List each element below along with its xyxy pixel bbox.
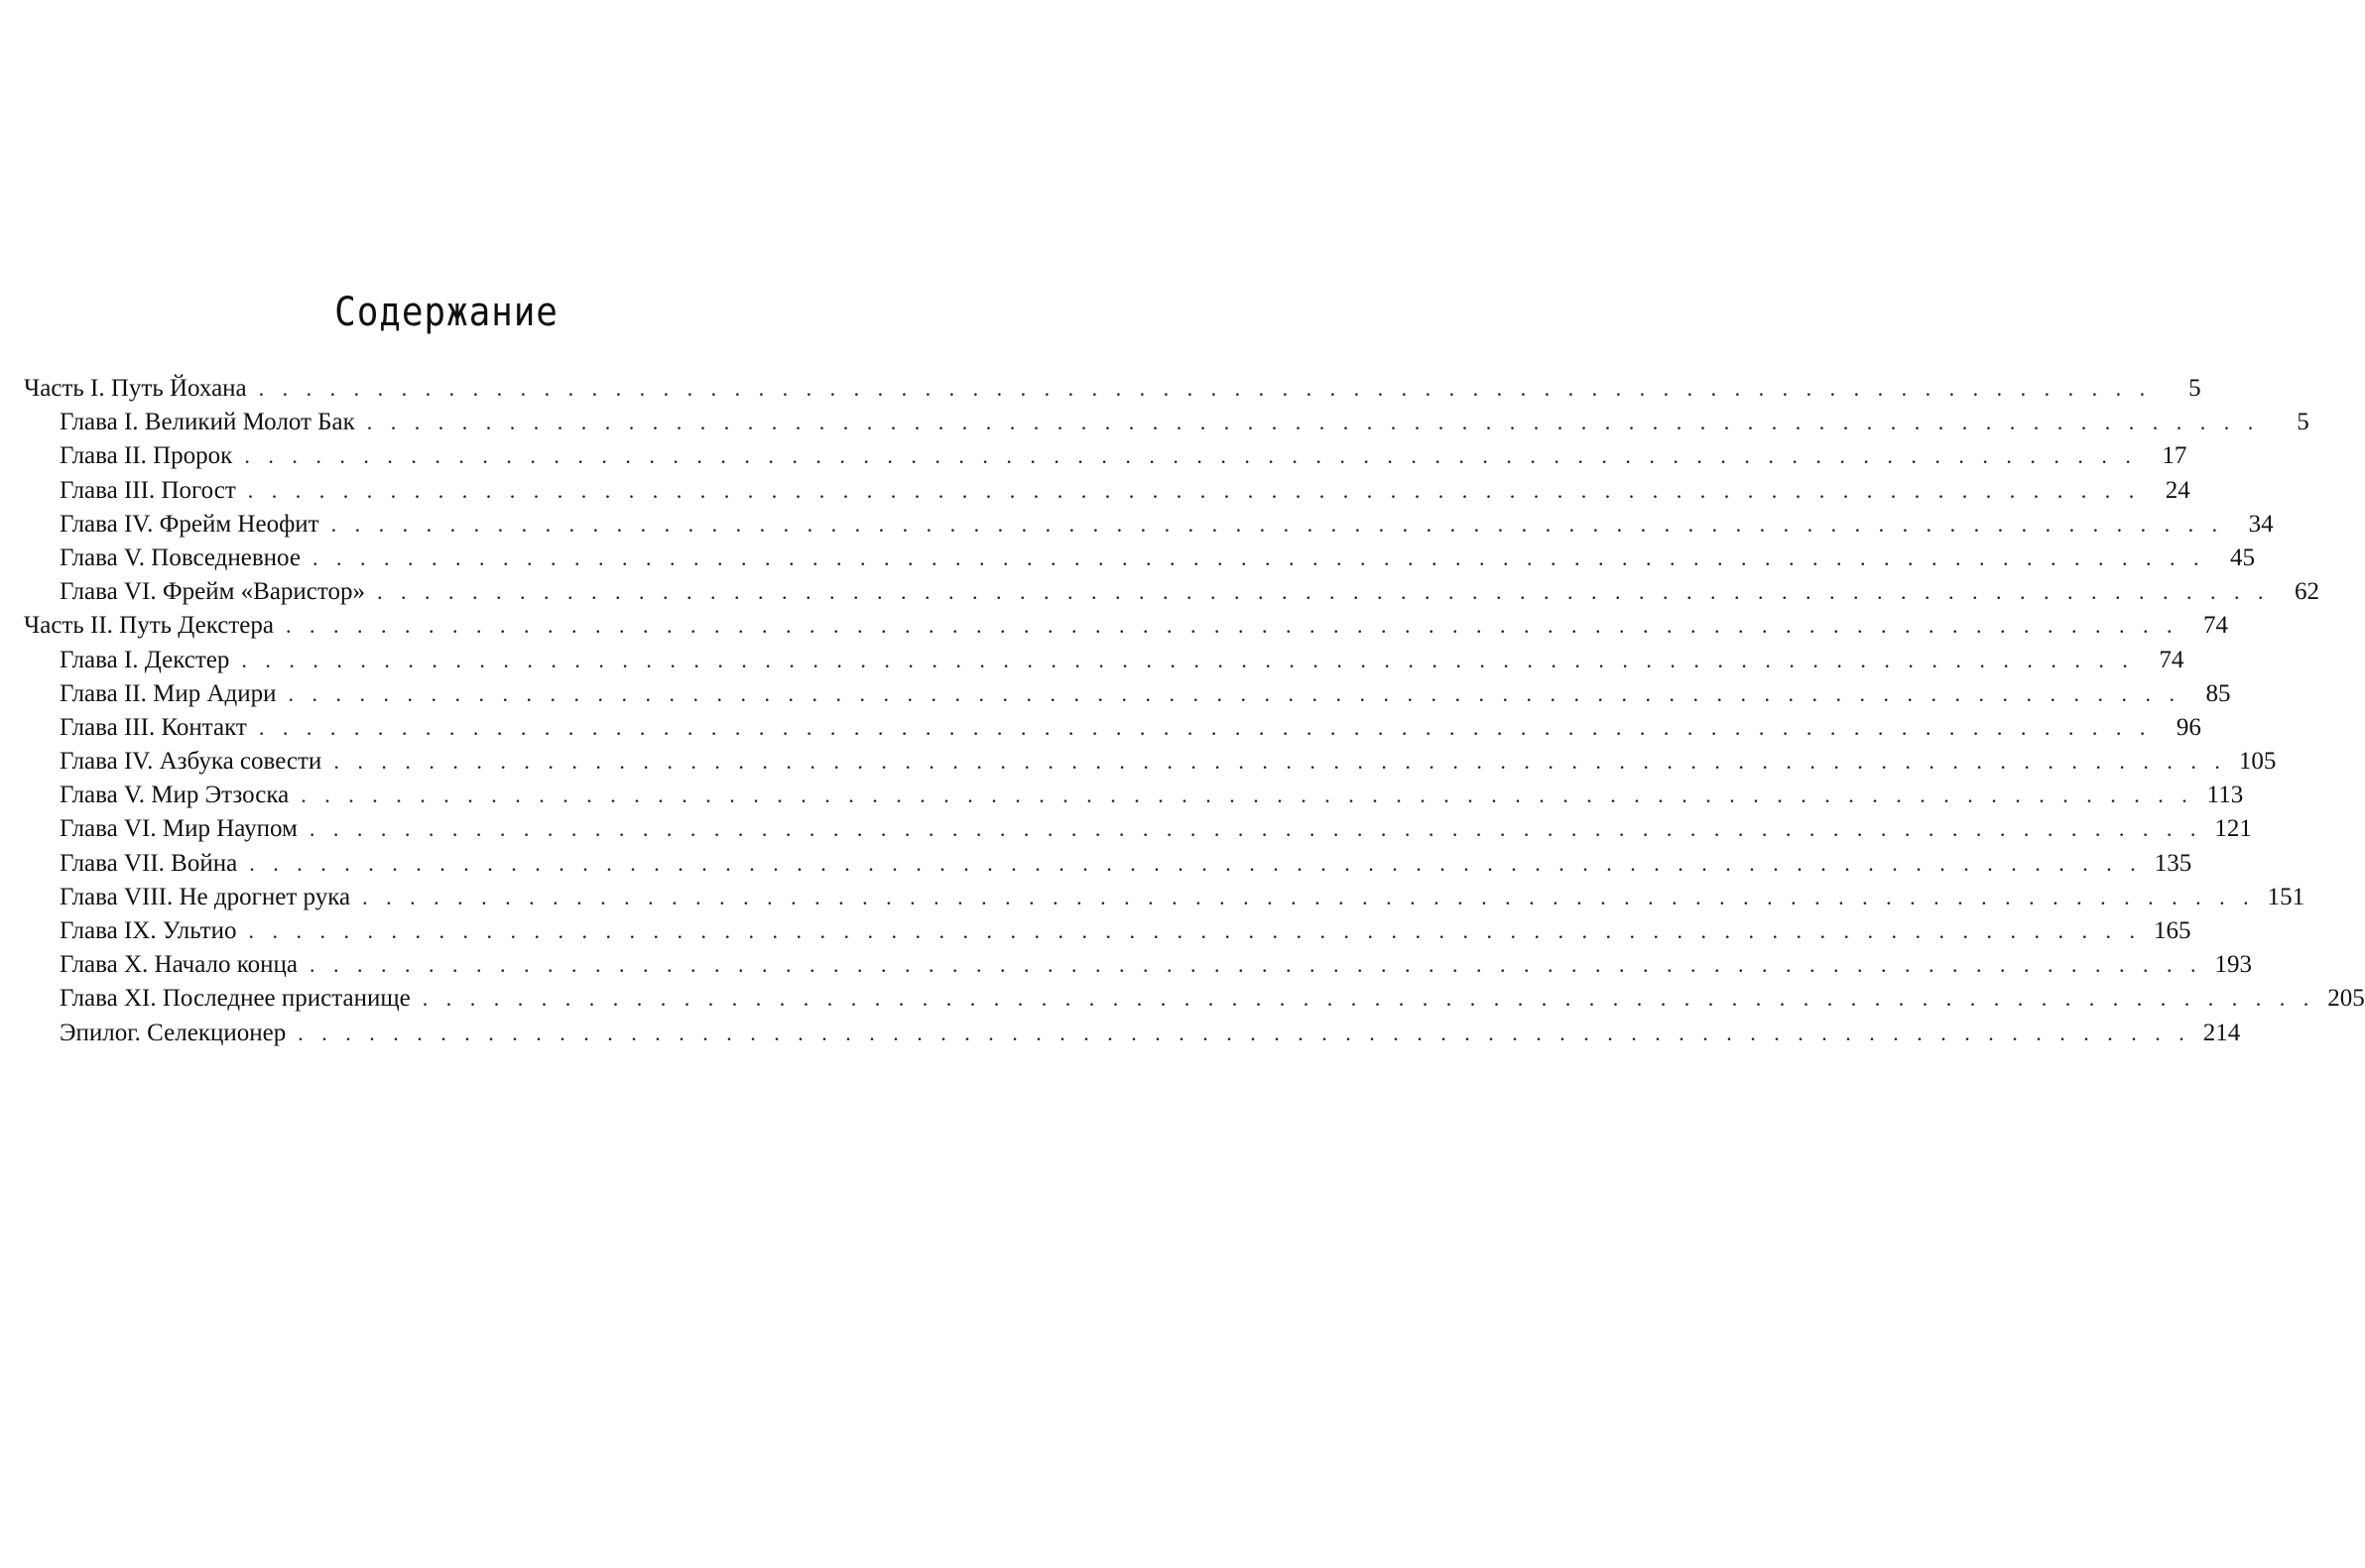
dot-leader: . . . . . . . . . . . . . . . . . . . . . . . . . . . . . . . . . . . . . . . . . . . . . . . . . . . . . . . . . . . . . . . . . . . . . . . . . . . . . . . . [244,443,2138,469]
toc-chapter-row [24,985,2365,1019]
dot-leader: . . . . . . . . . . . . . . . . . . . . . . . . . . . . . . . . . . . . . . . . . . . . . . . . . . . . . . . . . . . . . . . . . . . . . . . . . . . . . . . . [311,544,2205,570]
toc-page-number: 96 [2176,713,2201,741]
toc-entry-label: Часть I. Путь Йохана [24,375,247,402]
toc-page-number: 5 [2297,409,2309,436]
toc-part-row [24,612,2228,646]
toc-page-number: 151 [2267,883,2305,910]
toc-entry-label: Глава III. Контакт [60,713,247,741]
toc-entry-label: Глава VI. Фрейм «Варистор» [60,578,365,606]
dot-leader: . . . . . . . . . . . . . . . . . . . . . . . . . . . . . . . . . . . . . . . . . . . . . . . . . . . . . . . . . . . . . . . . . . . . . . . . . . . . . . . . [362,884,2256,909]
toc-page-number: 45 [2229,543,2255,571]
toc-chapter-row [24,849,2192,884]
toc-page-number: 74 [2203,612,2228,640]
toc-chapter-row [24,442,2187,476]
dot-leader: . . . . . . . . . . . . . . . . . . . . . . . . . . . . . . . . . . . . . . . . . . . . . . . . . . . . . . . . . . . . . . . . . . . . . . . . . . . . . . . . [241,647,2135,672]
toc-page-number: 165 [2153,917,2191,944]
toc-page-number: 74 [2159,646,2184,673]
dot-leader: . . . . . . . . . . . . . . . . . . . . . . . . . . . . . . . . . . . . . . . . . . . . . . . . . . . . . . . . . . . . . . . . . . . . . . . . . . . . . . . . [248,918,2142,943]
dot-leader: . . . . . . . . . . . . . . . . . . . . . . . . . . . . . . . . . . . . . . . . . . . . . . . . . . . . . . . . . . . . . . . . . . . . . . . . . . . . . . . . [288,680,2181,706]
toc-entry-label: Глава VI. Мир Наупом [60,815,298,843]
dot-leader: . . . . . . . . . . . . . . . . . . . . . . . . . . . . . . . . . . . . . . . . . . . . . . . . . . . . . . . . . . . . . . . . . . . . . . . . . . . . . . . . [286,613,2178,639]
dot-leader: . . . . . . . . . . . . . . . . . . . . . . . . . . . . . . . . . . . . . . . . . . . . . . . . . . . . . . . . . . . . . . . . . . . . . . . . . . . . . . . . [249,850,2143,876]
toc-entry-label: Глава XI. Последнее пристанище [60,985,411,1013]
toc-entry-label: Глава VII. Война [60,849,238,877]
table-of-contents [24,375,2365,1053]
dot-leader: . . . . . . . . . . . . . . . . . . . . . . . . . . . . . . . . . . . . . . . . . . . . . . . . . . . . . . . . . . . . . . . . . . . . . . . . . . . . . . . . [301,783,2194,808]
toc-page-number: 24 [2165,476,2190,504]
toc-page-number: 105 [2238,748,2277,776]
toc-chapter-row [24,713,2201,748]
toc-chapter-row [24,543,2255,578]
toc-chapter-row [24,476,2190,511]
toc-entry-label: Глава I. Декстер [60,646,230,673]
toc-entry-label: Глава I. Великий Молот Бак [60,409,355,436]
toc-chapter-row [24,815,2252,849]
toc-chapter-row [24,951,2253,985]
toc-entry-label: Глава III. Погост [60,476,236,504]
dot-leader: . . . . . . . . . . . . . . . . . . . . . . . . . . . . . . . . . . . . . . . . . . . . . . . . . . . . . . . . . . . . . . . . . . . . . . . . . . . . . . . . [333,749,2227,775]
page-title: Содержание [334,290,559,335]
toc-page-number: 121 [2214,815,2252,843]
toc-entry-label: Часть II. Путь Декстера [24,612,274,640]
toc-chapter-row [24,510,2274,544]
dot-leader: . . . . . . . . . . . . . . . . . . . . . . . . . . . . . . . . . . . . . . . . . . . . . . . . . . . . . . . . . . . . . . . . . . . . . . . . . . . . . . . . [310,952,2203,978]
dot-leader: . . . . . . . . . . . . . . . . . . . . . . . . . . . . . . . . . . . . . . . . . . . . . . . . . . . . . . . . . . . . . . . . . . . . . . . . . . . . . . . . [376,579,2270,605]
toc-page-number: 205 [2327,985,2365,1013]
toc-entry-label: Глава II. Пророк [60,442,233,470]
toc-entry-label: Глава V. Повседневное [60,543,301,571]
toc-entry-label: Глава VIII. Не дрогнет рука [60,883,351,910]
toc-entry-label: Глава IV. Азбука совести [60,748,322,776]
toc-chapter-row [24,1019,2241,1053]
dot-leader: . . . . . . . . . . . . . . . . . . . . . . . . . . . . . . . . . . . . . . . . . . . . . . . . . . . . . . . . . . . . . . . . . . . . . . . . . . . . . . . . [422,986,2315,1012]
dot-leader: . . . . . . . . . . . . . . . . . . . . . . . . . . . . . . . . . . . . . . . . . . . . . . . . . . . . . . . . . . . . . . . . . . . . . . . . . . . . . . . . [258,376,2152,401]
toc-entry-label: Глава V. Мир Этзоска [60,782,290,809]
toc-page-number: 214 [2202,1019,2241,1046]
toc-chapter-row [24,679,2231,714]
toc-chapter-row [24,748,2277,782]
toc-chapter-row [24,782,2244,815]
toc-entry-label: Эпилог. Селекционер [60,1019,287,1046]
toc-entry-label: Глава IX. Ультио [60,917,237,944]
toc-page-number: 113 [2206,782,2244,809]
toc-chapter-row [24,917,2191,951]
toc-page-number: 135 [2154,849,2192,877]
toc-chapter-row [24,883,2305,917]
dot-leader: . . . . . . . . . . . . . . . . . . . . . . . . . . . . . . . . . . . . . . . . . . . . . . . . . . . . . . . . . . . . . . . . . . . . . . . . . . . . . . . . [366,410,2260,435]
toc-entry-label: Глава II. Мир Адири [60,679,277,707]
toc-page-number: 193 [2214,951,2253,979]
toc-entry-label: Глава X. Начало конца [60,951,299,979]
toc-page-number: 17 [2162,442,2187,470]
toc-part-row [24,375,2201,409]
toc-page-number: 62 [2294,578,2319,606]
dot-leader: . . . . . . . . . . . . . . . . . . . . . . . . . . . . . . . . . . . . . . . . . . . . . . . . . . . . . . . . . . . . . . . . . . . . . . . . . . . . . . . . [298,1020,2191,1045]
dot-leader: . . . . . . . . . . . . . . . . . . . . . . . . . . . . . . . . . . . . . . . . . . . . . . . . . . . . . . . . . . . . . . . . . . . . . . . . . . . . . . . . [309,816,2202,842]
toc-chapter-row [24,646,2184,680]
dot-leader: . . . . . . . . . . . . . . . . . . . . . . . . . . . . . . . . . . . . . . . . . . . . . . . . . . . . . . . . . . . . . . . . . . . . . . . . . . . . . . . . [258,714,2152,740]
dot-leader: . . . . . . . . . . . . . . . . . . . . . . . . . . . . . . . . . . . . . . . . . . . . . . . . . . . . . . . . . . . . . . . . . . . . . . . . . . . . . . . . [247,477,2141,503]
toc-page-number: 34 [2248,510,2274,538]
toc-page-number: 5 [2188,375,2201,402]
toc-page-number: 85 [2205,679,2231,707]
toc-chapter-row [24,409,2309,442]
dot-leader: . . . . . . . . . . . . . . . . . . . . . . . . . . . . . . . . . . . . . . . . . . . . . . . . . . . . . . . . . . . . . . . . . . . . . . . . . . . . . . . . [330,511,2224,537]
toc-chapter-row [24,578,2319,612]
toc-entry-label: Глава IV. Фрейм Неофит [60,510,319,538]
